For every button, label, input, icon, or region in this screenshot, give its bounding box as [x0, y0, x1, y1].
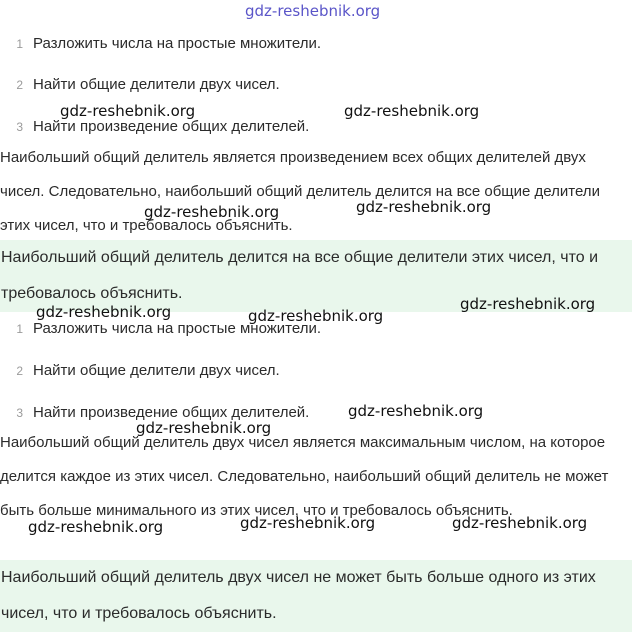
- explanation-paragraph: Наибольший общий делитель двух чисел является максимальным числом, на которое делится каждое из этих чисел. Следовательно, наибольший общий делитель не может быть больше минимального из этих чисел, что и требовалось объяснить.: [0, 434, 609, 519]
- watermark: gdz-reshebnik.org: [348, 402, 484, 420]
- watermark: gdz-reshebnik.org: [245, 2, 381, 20]
- watermark: gdz-reshebnik.org: [136, 419, 272, 437]
- step-number: 1: [16, 37, 23, 51]
- watermark: gdz-reshebnik.org: [460, 295, 596, 313]
- answer-box: Наибольший общий делитель делится на все общие делители этих чисел, что и требовалось объяснить.: [0, 240, 632, 312]
- step-text: Найти общие делители двух чисел.: [33, 76, 280, 93]
- step-text: Найти произведение общих делителей.: [33, 118, 310, 135]
- step-text: Найти общие делители двух чисел.: [33, 362, 280, 379]
- step-item: [0, 363, 280, 378]
- watermark: gdz-reshebnik.org: [240, 514, 376, 532]
- step-number: 1: [16, 322, 23, 336]
- watermark: gdz-reshebnik.org: [36, 303, 172, 321]
- watermark: gdz-reshebnik.org: [344, 102, 480, 120]
- explanation-paragraph: Наибольший общий делитель является произведением всех общих делителей двух чисел. Следовательно, наибольший общий делитель делится на все общие делители этих чисел, что и требовалось объяснить.: [0, 149, 600, 234]
- step-item: [0, 77, 280, 92]
- watermark: gdz-reshebnik.org: [28, 518, 164, 536]
- watermark: gdz-reshebnik.org: [248, 307, 384, 325]
- watermark: gdz-reshebnik.org: [356, 198, 492, 216]
- watermark: gdz-reshebnik.org: [144, 203, 280, 221]
- step-number: 2: [16, 78, 23, 92]
- step-number: 3: [16, 120, 23, 134]
- step-item: [0, 405, 309, 420]
- step-number: 2: [16, 364, 23, 378]
- watermark: gdz-reshebnik.org: [452, 514, 588, 532]
- step-item: [0, 119, 309, 134]
- watermark: gdz-reshebnik.org: [60, 102, 196, 120]
- step-text: Разложить числа на простые множители.: [33, 320, 321, 337]
- step-number: 3: [16, 406, 23, 420]
- answer-box: Наибольший общий делитель двух чисел не может быть больше одного из этих чисел, что и требовалось объяснить.: [0, 560, 632, 632]
- step-item: [0, 36, 321, 51]
- step-text: Найти произведение общих делителей.: [33, 404, 310, 421]
- step-text: Разложить числа на простые множители.: [33, 35, 321, 52]
